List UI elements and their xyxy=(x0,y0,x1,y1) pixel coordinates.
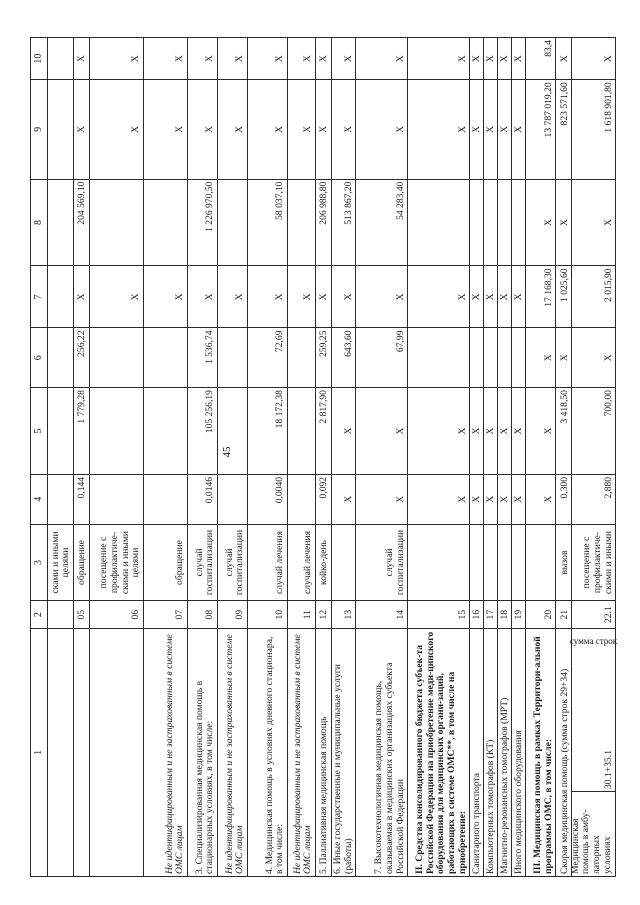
table-cell-c4: 0,0040 xyxy=(248,474,288,524)
table-cell-c10: X xyxy=(74,38,90,80)
table-cell-c1: Скорая медицинская помощь (сумма строк 29+34) xyxy=(556,628,572,876)
table-cell-c7: X xyxy=(498,266,512,328)
table-cell-c6 xyxy=(470,328,484,388)
table-cell-c9: 13 787 019,20 xyxy=(526,80,556,179)
table-cell-c10: X xyxy=(90,38,144,80)
table-cell-c1 xyxy=(48,628,74,876)
table-cell-c10: X xyxy=(332,38,356,80)
table-cell-c8 xyxy=(512,179,526,266)
table-cell-c9: X xyxy=(498,80,512,179)
table-cell-c5: X xyxy=(332,388,356,475)
table-cell-c1: 7. Высокотехнологичная медицинская помощь, оказываемая в медицинских организациях субъекта Российской Федерации xyxy=(356,628,408,876)
header-cell: 3 xyxy=(31,524,48,601)
table-cell-c7: X xyxy=(74,266,90,328)
table-cell-c6 xyxy=(408,328,470,388)
table-cell-c3: случай лечения xyxy=(288,524,316,601)
table-cell-c10: X xyxy=(248,38,288,80)
table-cell-c2: 11 xyxy=(288,601,316,628)
table-cell-c8 xyxy=(408,179,470,266)
table-cell-c6: X xyxy=(526,328,556,388)
table-cell-c4: 0,144 xyxy=(74,474,90,524)
table-cell-c10: X xyxy=(498,38,512,80)
table-cell-c4 xyxy=(288,474,316,524)
table-cell-c4: 2,880 xyxy=(572,474,616,524)
table-cell-c1 xyxy=(90,628,144,876)
table-cell-c5: 1 779,28 xyxy=(74,388,90,475)
table-cell-c10: X xyxy=(356,38,408,80)
table-cell-c5 xyxy=(48,388,74,475)
table-row xyxy=(248,38,288,877)
table-cell-c9: 1 618 901,80 xyxy=(572,80,616,179)
table-cell-c10: 83,4 xyxy=(526,38,556,80)
table-cell-c3: сками и иными целями xyxy=(48,524,74,601)
table-cell-c1: II. Средства консолидированного бюджета субъек-та Российской Федерации на приобретение меди-цинского оборудования для медицинских органи-заций, работающих в системе ОМС**, в том числе на приобретение: xyxy=(408,628,470,876)
header-cell: 2 xyxy=(31,601,48,628)
table-cell-c4: X xyxy=(470,474,484,524)
table-cell-c3: вызов xyxy=(556,524,572,601)
table-row xyxy=(498,38,512,877)
table-cell-c8: 54 283,40 xyxy=(356,179,408,266)
table-cell-c6: X xyxy=(572,328,616,388)
table-cell-c10: X xyxy=(572,38,616,80)
table-cell-c3: посещение с профилактиче-скими и иными целями xyxy=(90,524,144,601)
table-cell-c6: X xyxy=(556,328,572,388)
table-cell-c6 xyxy=(288,328,316,388)
table-cell-c3: койко-день xyxy=(316,524,332,601)
table-cell-c10: X xyxy=(218,38,248,80)
table-cell-c3: случай госпитализации xyxy=(188,524,218,601)
table-cell-c8 xyxy=(144,179,188,266)
table-cell-c6: 256,22 xyxy=(74,328,90,388)
table-row xyxy=(408,38,470,877)
table-cell-c2: 16 xyxy=(470,601,484,628)
table-cell-c3 xyxy=(498,524,512,601)
table-cell-c10: X xyxy=(556,38,572,80)
table-cell-c4 xyxy=(218,474,248,524)
table-cell-c7: X xyxy=(248,266,288,328)
table-cell-c6: 259,25 xyxy=(316,328,332,388)
table-cell-c7: X xyxy=(288,266,316,328)
table-cell-c5: X xyxy=(498,388,512,475)
header-cell: 5 xyxy=(31,388,48,475)
header-row xyxy=(31,38,48,877)
table-cell-c2: 12 xyxy=(316,601,332,628)
table-cell-c5 xyxy=(90,388,144,475)
table-cell-c7: X xyxy=(470,266,484,328)
table-cell-c7: X xyxy=(332,266,356,328)
page-number: 45 xyxy=(221,446,233,458)
table-row xyxy=(512,38,526,877)
table-row xyxy=(316,38,332,877)
table-row xyxy=(572,38,616,877)
table-cell-c8 xyxy=(498,179,512,266)
table-cell-c2: 05 xyxy=(74,601,90,628)
table-cell-c7: 1 025,60 xyxy=(556,266,572,328)
table-cell-c5: X xyxy=(512,388,526,475)
table-cell-c6 xyxy=(48,328,74,388)
table-cell-c6 xyxy=(90,328,144,388)
table-cell-c4 xyxy=(90,474,144,524)
table-cell-c10: X xyxy=(288,38,316,80)
table-cell-c3: обращение xyxy=(74,524,90,601)
table-cell-c2: 07 xyxy=(144,601,188,628)
table-cell-c7 xyxy=(48,266,74,328)
header-cell: 1 xyxy=(31,628,48,876)
table-cell-c10: X xyxy=(512,38,526,80)
table-cell-c1: 5. Паллиативная медицинская помощь xyxy=(316,628,332,876)
table-row xyxy=(74,38,90,877)
table-cell-c10 xyxy=(48,38,74,80)
table-row xyxy=(188,38,218,877)
table-row xyxy=(484,38,498,877)
header-cell: 8 xyxy=(31,179,48,266)
table-cell-c5: X xyxy=(356,388,408,475)
header-cell: 9 xyxy=(31,80,48,179)
header-cell: 4 xyxy=(31,474,48,524)
table-row xyxy=(470,38,484,877)
table-cell-c5 xyxy=(288,388,316,475)
table-cell-c2: 14 xyxy=(356,601,408,628)
table-cell-c8: X xyxy=(526,179,556,266)
table-body xyxy=(48,38,616,877)
table-cell-c3: обращение xyxy=(144,524,188,601)
table-cell-c1: Не идентифицированным и не застрахованным в системе ОМС лицам xyxy=(218,628,248,876)
table-cell-c4: 0,092 xyxy=(316,474,332,524)
table-cell-c8: 204 569,10 xyxy=(74,179,90,266)
table-cell-c8 xyxy=(470,179,484,266)
table-cell-c5 xyxy=(218,388,248,475)
table-cell-c9: X xyxy=(470,80,484,179)
table-cell-c8 xyxy=(218,179,248,266)
table-cell-c9: X xyxy=(288,80,316,179)
table-cell-c5: 700,00 xyxy=(572,388,616,475)
table-cell-c8: 1 226 970,50 xyxy=(188,179,218,266)
table-cell-c10: X xyxy=(484,38,498,80)
table-cell-c3: случай госпитализации xyxy=(218,524,248,601)
table-row xyxy=(526,38,556,877)
table-cell-c9: X xyxy=(316,80,332,179)
table-cell-c7: X xyxy=(512,266,526,328)
table-row xyxy=(90,38,144,877)
table-cell-c2: 08 xyxy=(188,601,218,628)
table-cell-c7: X xyxy=(356,266,408,328)
table-cell-c8 xyxy=(288,179,316,266)
table-cell-c10: X xyxy=(144,38,188,80)
ambulatory-label: Медицинская помощь в амбу-латорных условиях xyxy=(569,809,613,874)
table-cell-c2: 17 xyxy=(484,601,498,628)
table-cell-c5 xyxy=(144,388,188,475)
table-cell-c9: X xyxy=(248,80,288,179)
table-cell-c5: 3 418,50 xyxy=(556,388,572,475)
table-cell-c2: 20 xyxy=(526,601,556,628)
table-cell-c3 xyxy=(408,524,470,601)
table-cell-c9: X xyxy=(74,80,90,179)
table-cell-c1: 4. Медицинская помощь в условиях дневного стационара, в том числе: xyxy=(248,628,288,876)
sum-label-box xyxy=(570,631,618,653)
table-cell-c3: случай лечения xyxy=(248,524,288,601)
table-cell-c2: 06 xyxy=(90,601,144,628)
table-cell-c5: 105 256,19 xyxy=(188,388,218,475)
table-cell-c6 xyxy=(498,328,512,388)
table-cell-c8 xyxy=(48,179,74,266)
table-cell-c4 xyxy=(48,474,74,524)
table-cell-c2: 18 xyxy=(498,601,512,628)
table-cell-c1: Не идентифицированным и не застрахованным в системе ОМС лицам xyxy=(144,628,188,876)
table-cell-c7: X xyxy=(484,266,498,328)
table-cell-c1: Компьютерных томографов (КТ) xyxy=(484,628,498,876)
table-cell-c5: X xyxy=(470,388,484,475)
table-cell-c7: 2 015,90 xyxy=(572,266,616,328)
table-cell-c1: Иного медицинского оборудования xyxy=(512,628,526,876)
table-cell-c9: X xyxy=(188,80,218,179)
table-cell-c7: X xyxy=(408,266,470,328)
table-cell-c6: 72,69 xyxy=(248,328,288,388)
table-cell-c9: X xyxy=(356,80,408,179)
table-cell-c10: X xyxy=(188,38,218,80)
table-cell-c8 xyxy=(90,179,144,266)
table-cell-c4: X xyxy=(408,474,470,524)
table-cell-c6: 67,99 xyxy=(356,328,408,388)
table-cell-c1: III. Медицинская помощь в рамках Территори-альной программы ОМС, в том числе: xyxy=(526,628,556,876)
table-cell-c4 xyxy=(144,474,188,524)
sum-label: сумма строк xyxy=(570,636,618,647)
table-cell-c8: 206 988,80 xyxy=(316,179,332,266)
table-cell-c8: X xyxy=(556,179,572,266)
table-cell-c2: 15 xyxy=(408,601,470,628)
table-cell-c7: X xyxy=(188,266,218,328)
table-cell-c3: посещение с профилактиче-скими и иными xyxy=(572,524,616,601)
table-cell-c6: 643,60 xyxy=(332,328,356,388)
table-cell-c7: X xyxy=(144,266,188,328)
table-cell-c4: X xyxy=(356,474,408,524)
table-cell-c6 xyxy=(512,328,526,388)
table-cell-c2: 10 xyxy=(248,601,288,628)
table-cell-c5: X xyxy=(484,388,498,475)
table-cell-c6 xyxy=(218,328,248,388)
table-cell-c1: Не идентифицированным и не застрахованным в системе ОМС лицам xyxy=(288,628,316,876)
table-cell-c9: X xyxy=(408,80,470,179)
table-cell-c2: 21 xyxy=(556,601,572,628)
table-cell-c7: X xyxy=(218,266,248,328)
table-cell-c7: X xyxy=(316,266,332,328)
table-cell-c8: X xyxy=(572,179,616,266)
table-cell-c4: X xyxy=(332,474,356,524)
table-row xyxy=(556,38,572,877)
table-cell-c9: X xyxy=(144,80,188,179)
sum-rows-cell xyxy=(570,629,618,792)
table-cell-c6 xyxy=(144,328,188,388)
table-cell-c4: X xyxy=(498,474,512,524)
table-cell-c9: X xyxy=(90,80,144,179)
header-cell: 10 xyxy=(31,38,48,80)
table-row xyxy=(48,38,74,877)
table-cell-c10: X xyxy=(408,38,470,80)
table-cell-c1: 6. Иные государственные и муниципальные услуги (работы) xyxy=(332,628,356,876)
table-cell-c4: 0,300 xyxy=(556,474,572,524)
table-cell-c1: Санитарного транспорта xyxy=(470,628,484,876)
sum-rows-value: 30.1+35.1 xyxy=(602,750,614,789)
table-cell-c9: X xyxy=(484,80,498,179)
table-cell-c4: X xyxy=(512,474,526,524)
rotated-table-container xyxy=(30,37,630,877)
table-cell-c9: X xyxy=(512,80,526,179)
table-cell-c2: 19 xyxy=(512,601,526,628)
table-cell-c9: 823 571,60 xyxy=(556,80,572,179)
table-cell-c1: Магнитно-резонансных томографов (МРТ) xyxy=(498,628,512,876)
table-cell-c4: 0,0146 xyxy=(188,474,218,524)
table-cell-c2: 13 xyxy=(332,601,356,628)
table-cell-c5: 2 817,90 xyxy=(316,388,332,475)
table-cell-c1 xyxy=(569,628,618,876)
table-cell-c5: X xyxy=(408,388,470,475)
table-cell-c10: X xyxy=(470,38,484,80)
table-cell-c9: X xyxy=(218,80,248,179)
header-cell: 7 xyxy=(31,266,48,328)
table-cell-c2 xyxy=(48,601,74,628)
table-cell-c2: 09 xyxy=(218,601,248,628)
table-cell-c3: случай госпитализации xyxy=(356,524,408,601)
table-cell-c3 xyxy=(332,524,356,601)
header-cell: 6 xyxy=(31,328,48,388)
table-cell-c9 xyxy=(48,80,74,179)
table-cell-c8 xyxy=(484,179,498,266)
table-cell-c4: X xyxy=(484,474,498,524)
table-cell-c3 xyxy=(526,524,556,601)
table-cell-c10: X xyxy=(316,38,332,80)
table-cell-c7: X xyxy=(90,266,144,328)
table-row xyxy=(144,38,188,877)
table-row xyxy=(218,38,248,877)
table-cell-c3 xyxy=(484,524,498,601)
table-row xyxy=(356,38,408,877)
table-cell-c5: X xyxy=(526,388,556,475)
table-row xyxy=(332,38,356,877)
table-cell-c5: 18 172,38 xyxy=(248,388,288,475)
table-cell-c2: 22.1 xyxy=(572,601,616,628)
table-cell-c8: 513 867,20 xyxy=(332,179,356,266)
table-row xyxy=(288,38,316,877)
table-cell-c7: 17 168,30 xyxy=(526,266,556,328)
table-cell-c8: 58 037,10 xyxy=(248,179,288,266)
program-cost-table xyxy=(30,37,616,877)
table-cell-c6: 1 536,74 xyxy=(188,328,218,388)
table-cell-c6 xyxy=(484,328,498,388)
table-cell-c3 xyxy=(470,524,484,601)
table-cell-c1: 3. Специализированная медицинская помощь в стационарных условиях, в том числе: xyxy=(188,628,218,876)
table-cell-c4: X xyxy=(526,474,556,524)
table-cell-c3 xyxy=(512,524,526,601)
table-cell-c9: X xyxy=(332,80,356,179)
table-cell-c1 xyxy=(74,628,90,876)
